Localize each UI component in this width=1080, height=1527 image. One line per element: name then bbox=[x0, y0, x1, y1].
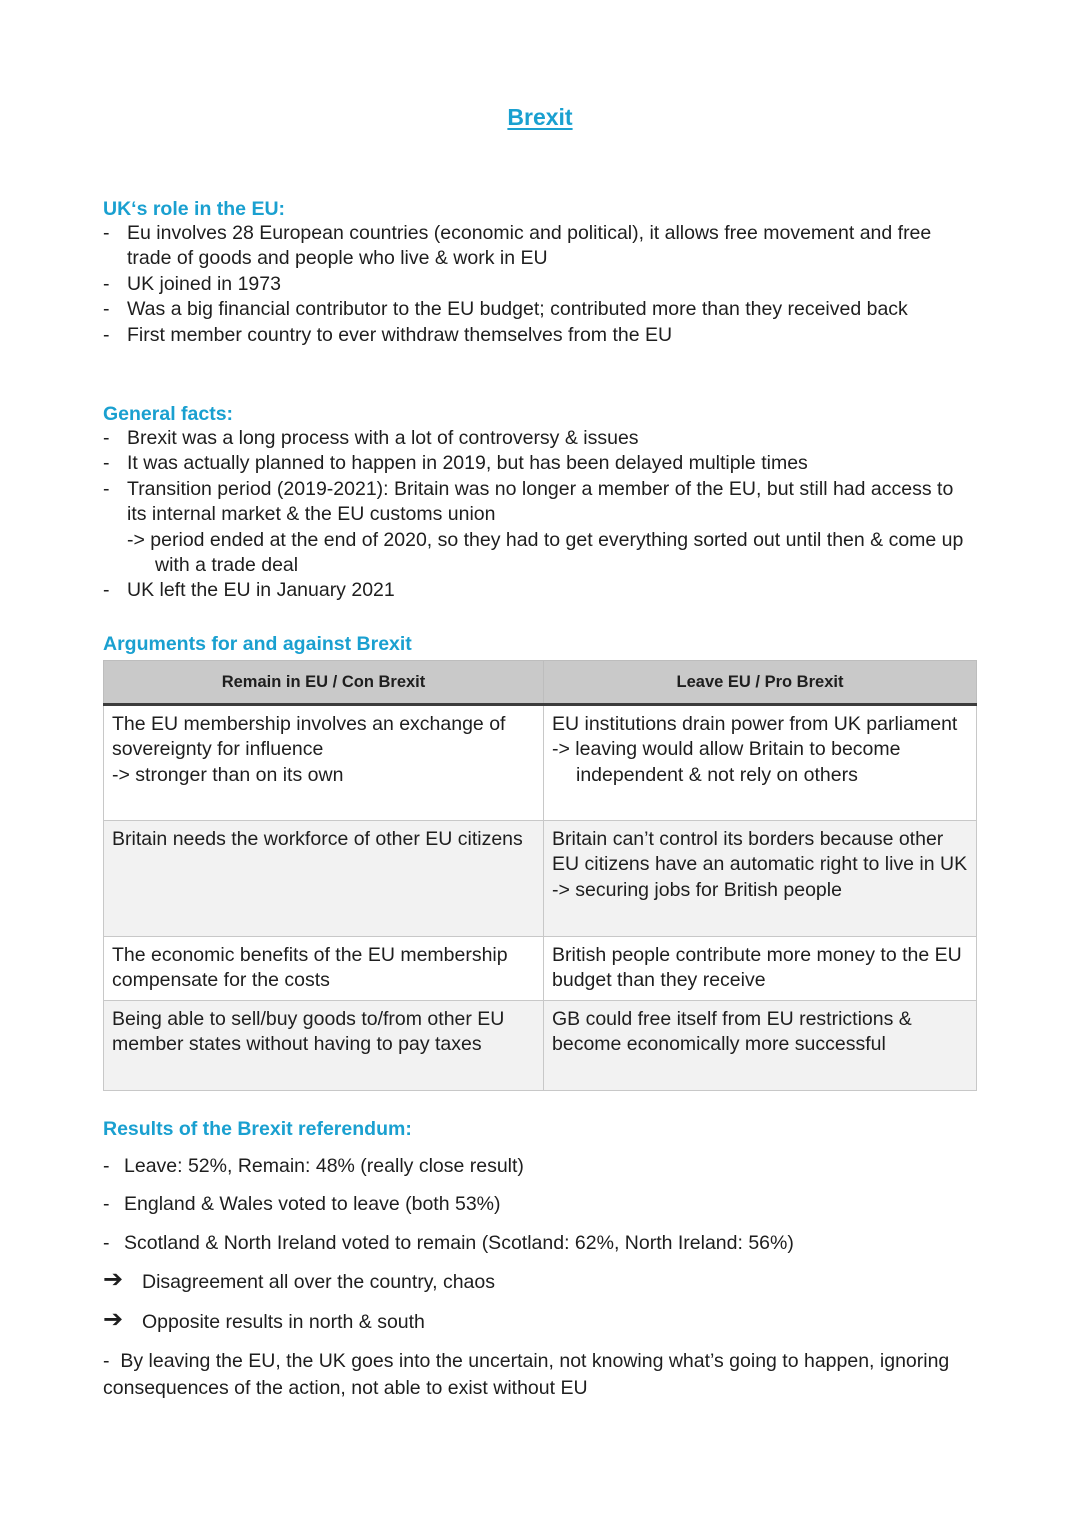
conclusion-item: ➔ Opposite results in north & south bbox=[103, 1305, 425, 1333]
list-item: - UK joined in 1973 bbox=[103, 272, 281, 295]
column-header-leave: Leave EU / Pro Brexit bbox=[544, 661, 977, 705]
section-heading: Results of the Brexit referendum: bbox=[103, 1118, 412, 1140]
list-item: - UK left the EU in January 2021 bbox=[103, 579, 395, 602]
table-row bbox=[104, 821, 977, 937]
list-item: - Was a big financial contributor to the EU budget; contributed more than they received back bbox=[103, 298, 908, 321]
arrow-right-icon: ➔ bbox=[103, 1266, 124, 1294]
table-cell: Being able to sell/buy goods to/from other EU member states without having to pay taxes bbox=[104, 1001, 544, 1091]
section-arguments bbox=[103, 633, 977, 1091]
table-row bbox=[104, 705, 977, 821]
bullet-list bbox=[103, 221, 977, 348]
table-header-row bbox=[104, 661, 977, 705]
table-row bbox=[104, 1001, 977, 1091]
section-heading: UK‘s role in the EU: bbox=[103, 198, 286, 220]
table-cell: British people contribute more money to the EU budget than they receive bbox=[544, 937, 977, 1001]
list-item: - England & Wales voted to leave (both 53%) bbox=[103, 1193, 501, 1216]
table-cell: The economic benefits of the EU membership compensate for the costs bbox=[104, 937, 544, 1001]
table-cell: GB could free itself from EU restrictions & become economically more successful bbox=[544, 1001, 977, 1091]
conclusion-item: ➔ Disagreement all over the country, chaos bbox=[103, 1266, 495, 1294]
list-item: - Brexit was a long process with a lot of controversy & issues bbox=[103, 427, 639, 449]
section-general-facts bbox=[103, 403, 977, 604]
bullet-list bbox=[103, 426, 977, 604]
section-heading: Arguments for and against Brexit bbox=[103, 633, 412, 655]
list-item: - It was actually planned to happen in 2019, but has been delayed multiple times bbox=[103, 452, 808, 475]
column-header-remain: Remain in EU / Con Brexit bbox=[104, 661, 544, 705]
table-cell: Britain needs the workforce of other EU citizens bbox=[104, 821, 544, 937]
sub-note: -> period ended at the end of 2020, so they had to get everything sorted out until then & come up with a trade deal bbox=[127, 528, 964, 577]
list-item: - First member country to ever withdraw themselves from the EU bbox=[103, 323, 673, 346]
page-title: Brexit bbox=[507, 104, 573, 130]
arrow-right-icon: ➔ bbox=[103, 1305, 124, 1333]
list-item: - Leave: 52%, Remain: 48% (really close result) bbox=[103, 1155, 524, 1177]
section-referendum-results bbox=[103, 1118, 983, 1402]
closing-paragraph: - By leaving the EU, the UK goes into the uncertain, not knowing what’s going to happen, ignoring consequences of the action, not able to exist without EU bbox=[103, 1350, 950, 1400]
table-row bbox=[104, 937, 977, 1001]
list-item: - Scotland & North Ireland voted to remain (Scotland: 62%, North Ireland: 56%) bbox=[103, 1231, 794, 1254]
arguments-table bbox=[103, 660, 977, 1091]
table-cell: Britain can’t control its borders because other EU citizens have an automatic right to live in UK -> securing jobs for British people bbox=[544, 821, 977, 937]
list-item: - Eu involves 28 European countries (economic and political), it allows free movement and free trade of goods and people who live & work in EU bbox=[103, 222, 932, 270]
section-heading: General facts: bbox=[103, 403, 234, 425]
table-cell: The EU membership involves an exchange of sovereignty for influence -> stronger than on its own bbox=[104, 705, 544, 821]
list-item: - Transition period (2019-2021): Britain was no longer a member of the EU, but still had access to its internal market & the EU customs union -> period ended at the end of 2020, so they had to get everything sorted out until then & come up with a trade deal bbox=[103, 477, 977, 579]
table-cell: EU institutions drain power from UK parliament -> leaving would allow Britain to become independent & not rely on others bbox=[544, 705, 977, 821]
section-uk-role bbox=[103, 198, 977, 348]
